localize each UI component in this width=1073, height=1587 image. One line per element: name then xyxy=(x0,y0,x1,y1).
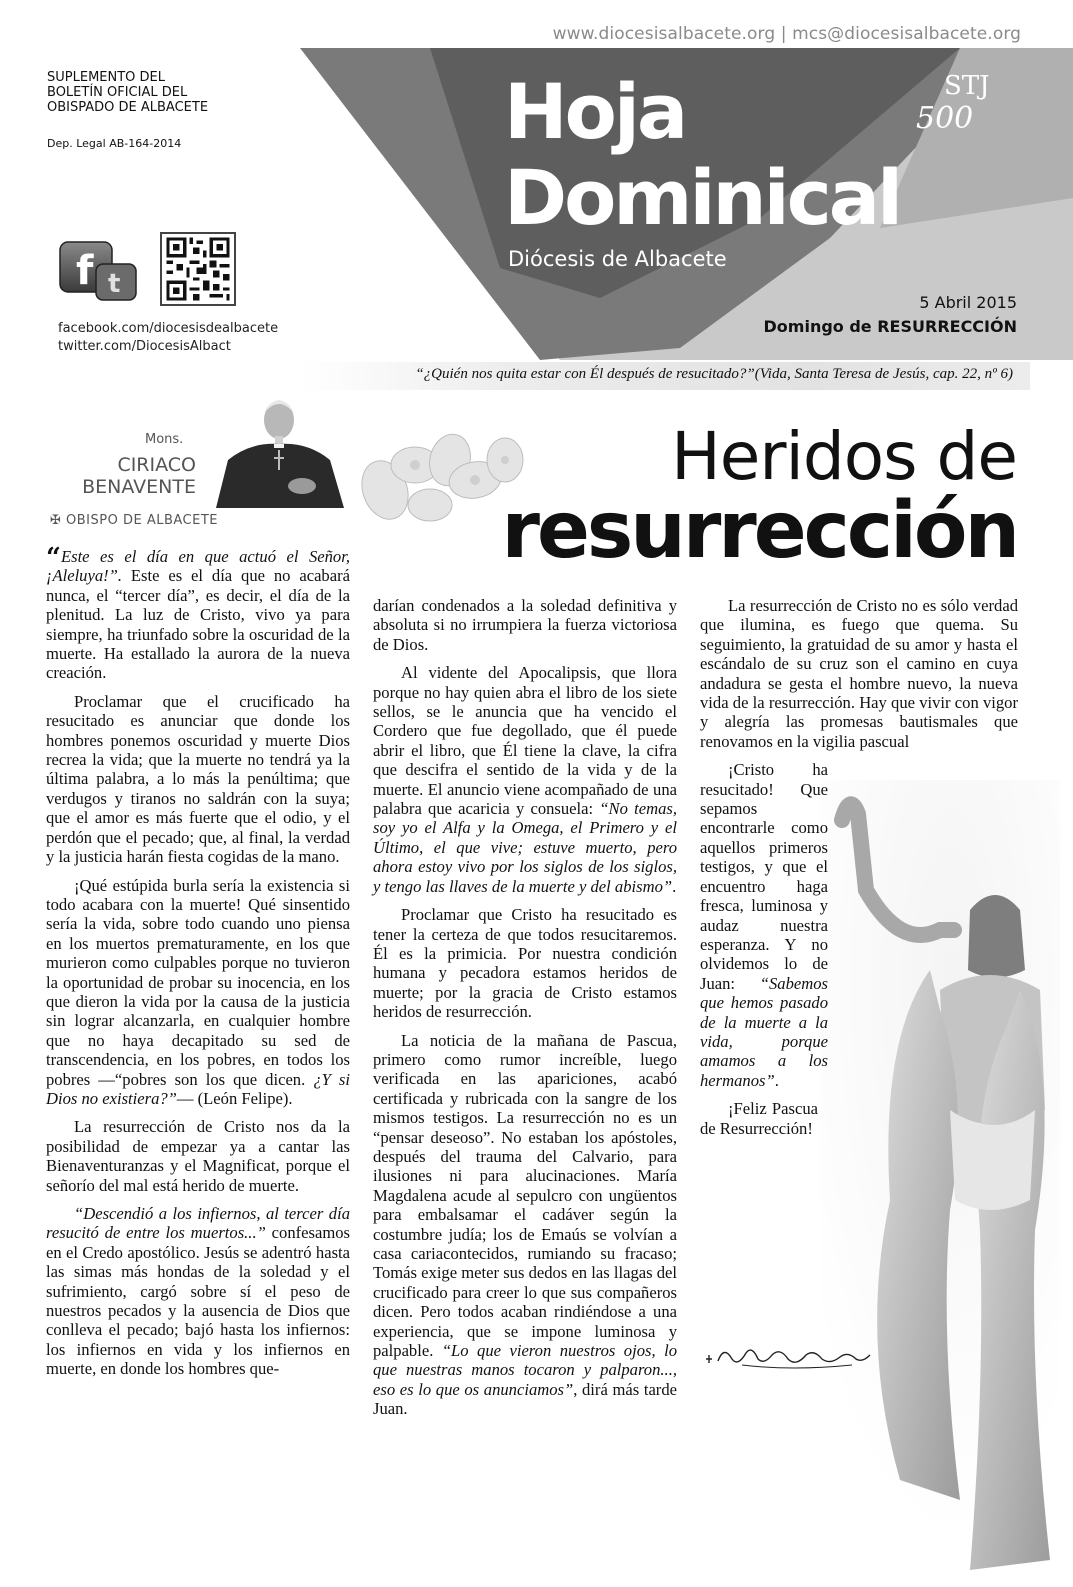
masthead-title-hoja: Hoja xyxy=(504,67,686,156)
contact-links xyxy=(553,24,1021,44)
quote-mark-icon: “ xyxy=(46,543,61,573)
teresa-quote: “¿Quién nos quita estar con Él después de resucitado?”(Vida, Santa Teresa de Jesús, cap. 22, nº 6) xyxy=(415,366,1013,382)
paragraph-tail: , dirá más tarde Juan. xyxy=(373,1379,677,1419)
masthead-title-dominical: Dominical xyxy=(504,153,901,242)
paragraph: Proclamar que el crucificado ha resucitado es anunciar que donde los hombres ponemos oscuridad y muerte Dios recrea la vida; que la muerte no tendrá ya la última palabra, a lo más la penúltima; que verdugos y tiranos no saldrán con la suya; que el amor es más fuerte que el odio, y el perdón que el pecado; que, al final, la verdad y la justicia harán fiesta cogidas de la mano. xyxy=(46,691,350,867)
paragraph-text: Este es el día que no acabará nunca, el “tercer día”, es decir, el día de la plenitud. La luz de Cristo, vivo ya para siempre, ha triunfado sobre la oscuridad de la muerte. Ha estallado la aurora de la nueva creación. xyxy=(46,566,350,683)
article-title-line2: resurrección xyxy=(501,486,1017,576)
supplement-line: BOLETÍN OFICIAL DEL xyxy=(47,85,188,100)
paragraph: Proclamar que Cristo ha resucitado es tener la certeza de que todos resucitaremos. Él es la primicia. Por nuestra condición humana y pecadora estamos heridos de muerte; por la gracia de Cristo estamos heridos de resurrección. xyxy=(373,905,677,1022)
top-bar xyxy=(0,0,1073,48)
paragraph xyxy=(373,1031,677,1419)
paragraph-text: ¡Cristo ha resucitado! Que sepamos encontrarle como aquellos primeros testigos, y que el encuentro haga fresca, luminosa y audaz nuestra esperanza. Y no olvidemos lo de Juan: xyxy=(700,760,828,993)
stj-number: 500 xyxy=(916,101,974,136)
paragraph: darían condenados a la soledad definitiva y absoluta si no irrumpiera la fuerza victoriosa de Dios. xyxy=(373,596,677,654)
legal-deposit: Dep. Legal AB-164-2014 xyxy=(47,137,182,150)
article-column-2 xyxy=(373,596,677,1428)
bishop-last-name: BENAVENTE xyxy=(82,476,196,498)
paragraph-tail: . xyxy=(672,876,677,896)
issue-occasion: Domingo de RESURRECCIÓN xyxy=(763,317,1017,336)
facebook-twitter-icon[interactable] xyxy=(58,240,140,302)
paragraph xyxy=(700,760,828,1090)
bishop-role: ✠ OBISPO DE ALBACETE xyxy=(50,513,218,528)
paragraph-italic: “No temas, soy yo el Alfa y la Omega, el Primero y el Último, el que vive; estuve muerto, pero ahora estoy vivo por los siglos de los siglos, y tengo las llaves de la muerte y del abismo” xyxy=(373,799,677,896)
bishop-honorific: Mons. xyxy=(145,432,184,447)
stj-letters: STJ xyxy=(944,71,990,101)
paragraph xyxy=(46,543,350,683)
facebook-link[interactable]: facebook.com/diocesisdealbacete xyxy=(58,321,279,336)
paragraph-text: Al vidente del Apocalipsis, que llora porque no hay quien abra el libro de los siete sellos, se le anuncia que ha vencido el Cordero que fue degollado, que él puede abrir el libro, que Él tiene la clave, la cifra que descifra el sentido de la vida y de la muerte. El anuncio viene acompañado de una palabra que acaricia y consuela: xyxy=(373,663,677,819)
email-link[interactable]: mcs@diocesisalbacete.org xyxy=(792,24,1021,44)
masthead-diocese: Diócesis de Albacete xyxy=(508,247,727,271)
paragraph-tail: . xyxy=(774,1070,779,1090)
paragraph xyxy=(373,663,677,896)
article-column-1 xyxy=(46,543,351,1388)
paragraph-italic: “Sabemos que hemos pasado de la muerte a la vida, porque amamos a los hermanos” xyxy=(700,973,828,1090)
paragraph: La resurrección de Cristo nos da la posibilidad de empezar ya a cantar las Bienaventuranzas y el Magnificat, porque el señorío del mal está herido de muerte. xyxy=(46,1117,350,1195)
social-links xyxy=(58,320,278,356)
paragraph-text: ¡Qué estúpida burla sería la existencia si todo acabara con la muerte! Qué sinsentido sería la vida, sobre todo cuando uno piensa en los muertos prematuramente, en los que murieron como culpables porque no tuvieron la oportunidad de probar su inocencia, en los que dieron la vida por la causa de la justicia sin lograr alcanzarla, en cualquier hombre que no haya decapitado su sed de transcendencia, en los pobres, en todos los pobres —“pobres son los que dicen. xyxy=(46,875,350,1089)
paragraph-text: La noticia de la mañana de Pascua, primero como rumor increíble, luego verificada en las apariciones, acabó certificada y rubricada con la sangre de los mismos testigos. La resurrección no es un “pensar deseoso”. No estaban los apóstoles, después del trauma del Calvario, para ilusiones ni para alucinaciones. María Magdalena acude al sepulcro con ungüentos para embalsamar el cadáver según la costumbre judía; los de Emaús se volvían a casa cariacontecidos, rumiando su fracaso; Tomás exige meter sus dedos en las llagas del crucificado para creer lo que sus compañeros dicen. Pero todos acaban rindiéndose a una experiencia, que se impone luminosa y palpable. xyxy=(373,1030,677,1361)
paragraph: ¡Feliz Pascua de Resurrección! xyxy=(700,1099,818,1138)
stj-500-logo xyxy=(914,68,1024,138)
bishop-name xyxy=(46,454,196,498)
paragraph-italic: Este es el día en que actuó el Señor, ¡Aleluya!”. xyxy=(46,547,350,586)
paragraph-italic: ¿Y si Dios no existiera?” xyxy=(46,1069,351,1108)
twitter-link[interactable]: twitter.com/DiocesisAlbact xyxy=(58,339,231,354)
paragraph: La resurrección de Cristo no es sólo verdad que ilumina, es fuego que quema. Su seguimiento, la gratuidad de su amor y hasta el escándalo de su cruz son el camino en cuya andadura se gesta el hombre nuevo, la nueva vida de la resurrección. Hay que vivir con vigor y alegría las promesas bautismales que renovamos en la vigilia pascual xyxy=(700,596,1018,751)
paragraph-italic: “Descendió a los infiernos, al tercer día resucitó de entre los muertos...” xyxy=(46,1204,350,1243)
supplement-line: OBISPADO DE ALBACETE xyxy=(47,100,209,115)
svg-text:f: f xyxy=(76,248,94,294)
supplement-line: SUPLEMENTO DEL xyxy=(47,70,165,85)
paragraph-tail: — (León Felipe). xyxy=(176,1088,293,1108)
website-link[interactable]: www.diocesisalbacete.org xyxy=(552,24,776,44)
link-separator: | xyxy=(780,24,787,44)
issue-date: 5 Abril 2015 xyxy=(919,293,1017,312)
paragraph-italic: “Lo que vieron nuestros ojos, lo que nuestras manos tocaron y palparon..., eso es lo que os anunciamos” xyxy=(373,1341,677,1399)
paragraph xyxy=(46,1204,350,1379)
bishop-photo xyxy=(210,390,348,508)
paragraph xyxy=(46,876,350,1109)
qr-code-icon[interactable] xyxy=(160,232,236,306)
article-column-3 xyxy=(700,596,1018,1147)
article-title-line1: Heridos de xyxy=(671,418,1017,495)
supplement-info xyxy=(47,70,277,115)
bishop-signature xyxy=(702,1335,882,1375)
paragraph-text: confesamos en el Credo apostólico. Jesús se adentró hasta las simas más hondas de la soledad y el sufrimiento, cargó sobre sí el peso de nuestros pecados y la ausencia de Dios que conlleva el pecado; bajó hasta los infiernos: los infiernos en vida y los infiernos en muerte, en donde los hombres que- xyxy=(46,1223,350,1379)
bishop-first-name: CIRIACO xyxy=(117,454,196,476)
svg-text:t: t xyxy=(108,269,121,299)
